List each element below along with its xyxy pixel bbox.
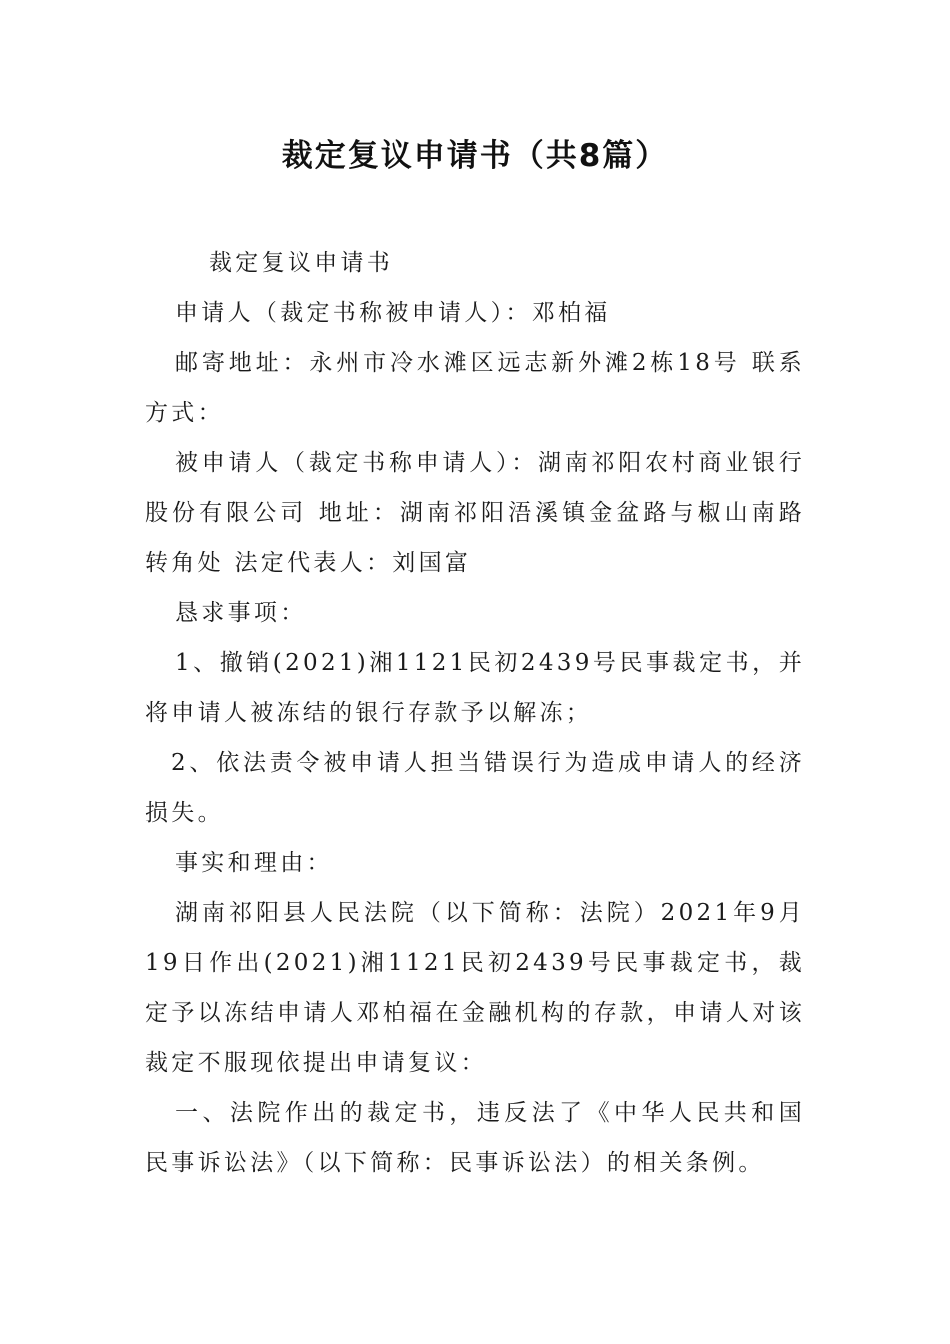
facts-heading: 事实和理由： — [175, 850, 333, 876]
request-heading: 恳求事项： — [175, 600, 307, 626]
respondent-paragraph: 被申请人（裁定书称申请人）：湖南祁阳农村商业银行股份有限公司 地址：湖南祁阳浯溪镇金盆路与椒山南路转角处 法定代表人：刘国富 — [145, 450, 805, 576]
document-title: 裁定复议申请书（共8篇） — [281, 138, 669, 174]
address-paragraph: 邮寄地址：永州市冷水滩区远志新外滩2栋18号 联系方式： — [145, 350, 805, 426]
facts-paragraph: 湖南祁阳县人民法院（以下简称：法院）2021年9月19日作出(2021)湘1121民初2439号民事裁定书，裁定予以冻结申请人邓柏福在金融机构的存款，申请人对该裁定不服现依提出申请复议： — [145, 900, 805, 1076]
reason-paragraph-1: 一、法院作出的裁定书，违反法了《中华人民共和国民事诉讼法》（以下简称：民事诉讼法）的相关条例。 — [145, 1100, 805, 1176]
subtitle-paragraph: 裁定复议申请书 — [209, 250, 394, 276]
document-body — [145, 238, 805, 1188]
applicant-paragraph: 申请人（裁定书称被申请人）：邓柏福 — [175, 300, 611, 326]
request-item-1: 1、撤销(2021)湘1121民初2439号民事裁定书，并将申请人被冻结的银行存款予以解冻； — [145, 650, 805, 726]
request-item-2: 2、依法责令被申请人担当错误行为造成申请人的经济损失。 — [145, 750, 805, 826]
